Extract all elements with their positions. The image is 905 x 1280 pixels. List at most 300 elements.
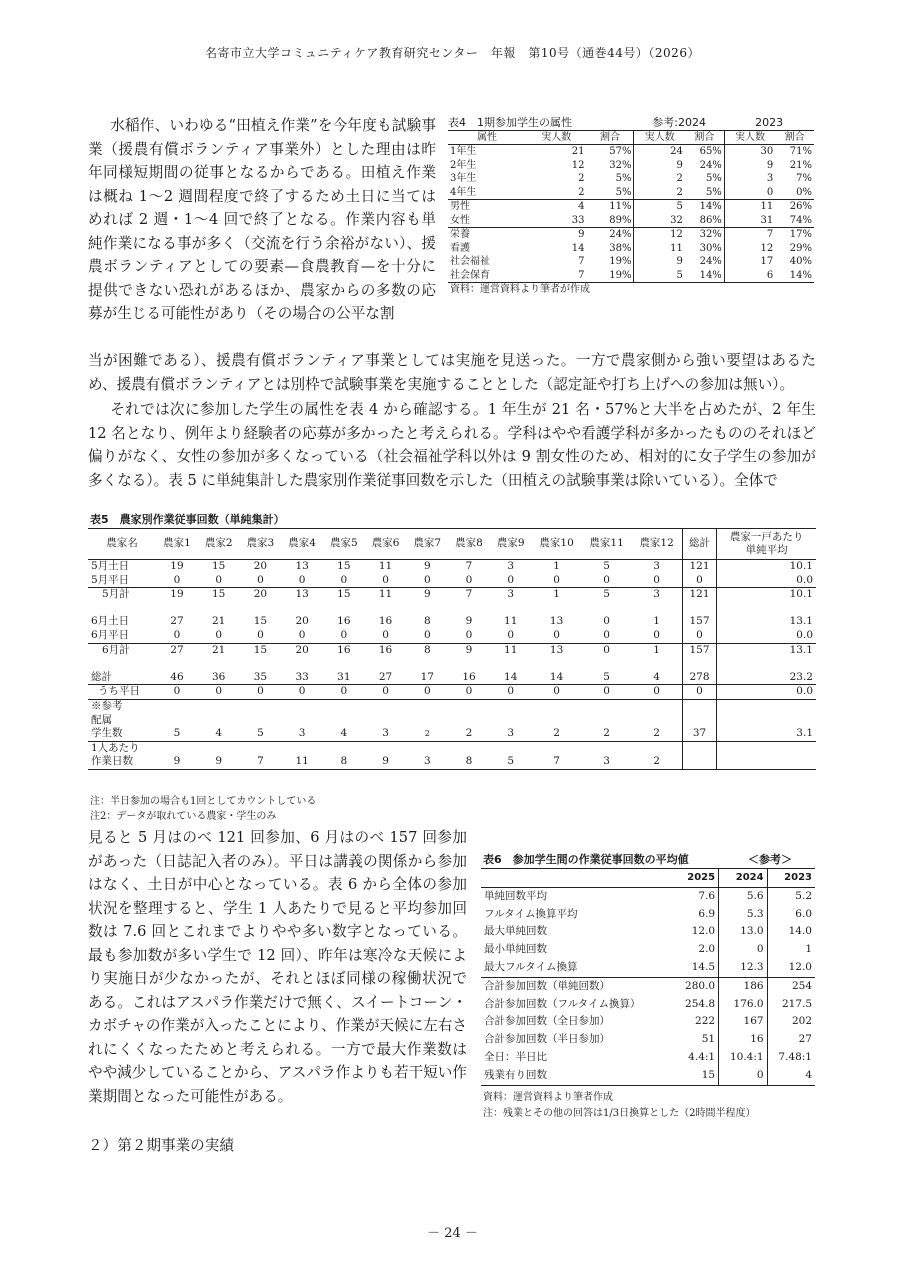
table-cell: 6 — [724, 269, 775, 283]
table-cell: 15 — [701, 1068, 716, 1081]
table-cell: 0% — [796, 186, 812, 198]
table-cell: 0 — [553, 573, 560, 586]
table-4-header-cell: 割合 — [694, 131, 715, 143]
empty-cell — [323, 699, 365, 713]
table-5-header-cell: 農家11 — [589, 537, 624, 550]
table-row — [88, 560, 816, 574]
table-cell: 13 — [549, 615, 564, 628]
table-cell: 2 — [653, 755, 660, 768]
table-cell: 5月平日 — [91, 573, 130, 586]
table-cell: 17% — [789, 229, 812, 240]
table-cell: 6月平日 — [91, 628, 130, 641]
table-cell: 14 — [504, 670, 518, 683]
table-cell: 202 — [767, 1013, 815, 1031]
empty-cell — [406, 741, 448, 755]
table-cell: 11 — [724, 200, 775, 214]
empty-cell — [198, 699, 240, 713]
table-cell: 8 — [423, 615, 431, 628]
table-cell: 14.0 — [767, 923, 815, 941]
empty-cell — [198, 714, 240, 728]
table-cell: 0 — [340, 573, 348, 586]
table-cell: 19 — [170, 560, 184, 572]
spacer — [717, 602, 816, 616]
table-cell: 6月計 — [102, 643, 130, 656]
empty-cell — [156, 741, 198, 755]
empty-cell — [240, 741, 282, 755]
table-cell: 6月土日 — [91, 615, 130, 628]
table-cell: 2 — [603, 727, 610, 740]
table-5-header-avg-line2: 単純平均 — [745, 544, 788, 556]
table-cell: 11 — [378, 588, 393, 601]
table-cell: 37 — [682, 727, 717, 741]
table-cell: 4 — [215, 727, 223, 740]
table-cell: 8 — [340, 755, 348, 768]
table-6-ref: ＜参考＞ — [748, 853, 792, 866]
table-cell: 最大フルタイム換算 — [484, 960, 578, 973]
table-cell: 27 — [170, 615, 184, 628]
table-cell: 5 — [257, 727, 264, 740]
table-cell: 13.1 — [717, 615, 816, 629]
table-cell: 16 — [378, 643, 393, 656]
table-cell: 31 — [337, 670, 351, 683]
table-cell: 3 — [724, 172, 775, 186]
empty-cell — [717, 714, 816, 728]
table-cell: 0 — [653, 685, 660, 698]
table-cell: 7 — [465, 560, 473, 572]
table-cell: 全日：半日比 — [484, 1050, 547, 1063]
paragraph-1-text: 水稲作、いわゆる“田植え作業”を今年度も試験事業（援農有償ボランティア事業外）とした理由は昨年同様短期間の従事となるからである。田植え作業は概ね 1〜2 週間程度で終了するため土日に当てはめれば 2 週・1〜4 回で終了となる。作業内容も単純作業になる事が多く（交流を行う余裕がない）、援農ボランティアとしての要素—食農教育—を十分に提供できない恐れがあるほか、農家からの多数の応募が生じる可能性があり（その場合の公平な割 — [88, 117, 436, 322]
table-cell: 32% — [609, 159, 632, 171]
table-cell: 6.9 — [698, 907, 716, 920]
table-cell: 女性 — [450, 214, 470, 226]
table-5-header-cell: 農家12 — [639, 537, 674, 550]
table-cell: 5% — [705, 173, 722, 184]
table-row — [481, 1013, 815, 1031]
table-cell: 0 — [298, 573, 306, 586]
page-header: 名寄市立大学コミュニティケア教育研究センター 年報 第10号（通巻44号）（2026） — [205, 46, 700, 60]
table-cell: 4.4:1 — [688, 1050, 716, 1063]
empty-cell — [582, 714, 632, 728]
table-cell: 5% — [705, 186, 722, 198]
table-cell: 20 — [295, 615, 309, 628]
table-cell: 0 — [382, 685, 389, 698]
table-cell: 0 — [423, 628, 431, 641]
table-4-header — [448, 130, 814, 145]
table-cell: 最小単純回数 — [484, 943, 547, 956]
table-cell: 7 — [257, 755, 264, 768]
table-cell: 51 — [701, 1033, 716, 1046]
table-cell: 5 — [603, 670, 610, 683]
table-4-header-cell: 割合 — [599, 131, 620, 143]
empty-cell — [490, 699, 532, 713]
empty-cell — [717, 699, 816, 713]
table-cell: 24% — [609, 229, 632, 240]
table-cell: 12 — [634, 228, 685, 242]
table-cell: 0 — [257, 573, 264, 586]
table-cell: 10.4:1 — [719, 1049, 767, 1067]
table-cell: 7 — [578, 269, 585, 281]
table-row — [88, 602, 816, 616]
table-cell: 24 — [634, 145, 685, 159]
table-cell: 1 — [653, 643, 660, 656]
table-cell: 栄養 — [450, 229, 470, 240]
table-cell: 0 — [603, 628, 610, 641]
table-cell: 13 — [549, 643, 564, 656]
table-cell: 合計参加回数（フルタイム換算） — [484, 997, 641, 1010]
table-cell: 12.0 — [767, 959, 815, 977]
table-cell: 15 — [253, 643, 268, 656]
table-cell: 157 — [682, 643, 717, 657]
table-cell: 3.1 — [717, 727, 816, 741]
empty-cell — [323, 714, 365, 728]
table-cell: 0 — [507, 573, 515, 586]
empty-cell — [632, 714, 683, 728]
table-cell: 9 — [634, 159, 685, 173]
table-row — [481, 1067, 815, 1085]
table-cell: 0 — [382, 628, 389, 641]
empty-cell — [448, 699, 490, 713]
table-cell: 46 — [170, 670, 184, 683]
table-cell: 0 — [465, 685, 473, 698]
table-6-year: 2023 — [767, 869, 815, 888]
table-cell: 14% — [699, 269, 722, 281]
table-cell: 9 — [465, 643, 473, 656]
table-cell: 16 — [719, 1031, 767, 1049]
spacer — [682, 657, 717, 671]
table-5-header-cell: 農家10 — [539, 537, 574, 550]
table-cell: 0 — [340, 628, 348, 641]
table-cell: 21 — [212, 643, 226, 656]
table-cell: 2 — [578, 173, 585, 184]
table-cell: 0 — [603, 573, 610, 586]
table-cell: 2 — [553, 727, 560, 740]
table-cell: 4年生 — [450, 186, 477, 198]
table-cell: 5.2 — [767, 887, 815, 905]
table-cell: 15 — [212, 588, 226, 601]
table-cell: 3 — [653, 560, 660, 572]
table-cell: 21 — [571, 146, 585, 157]
table-cell: 121 — [682, 588, 717, 602]
table-row — [448, 255, 814, 269]
table-cell: 27 — [170, 643, 184, 656]
table-cell: 157 — [682, 615, 717, 629]
table-6-note: 注：残業とその他の回答は1/3日換算とした（2時間半程度） — [483, 1108, 756, 1119]
table-cell: 1年生 — [450, 146, 477, 157]
table-6-year: 2025 — [687, 872, 716, 883]
table-cell: 0 — [173, 573, 181, 586]
table-cell: 35 — [253, 670, 268, 683]
table-cell: 5.6 — [719, 887, 767, 905]
table-cell: 5 — [634, 200, 685, 214]
table-cell: 12 — [724, 242, 775, 256]
table-cell: 186 — [719, 977, 767, 995]
table-6-source: 資料：運営資料より筆者作成 — [483, 1092, 613, 1103]
table-cell: 0 — [465, 628, 473, 641]
table-4-source: 資料：運営資料より筆者が作成 — [450, 284, 590, 295]
table-cell: うち平日 — [98, 685, 140, 698]
table-cell: 14% — [699, 201, 722, 212]
table-cell: 2年生 — [450, 159, 477, 171]
table-cell: 217.5 — [767, 996, 815, 1014]
table-row — [481, 977, 815, 995]
table-cell: 33 — [295, 670, 309, 683]
table-cell: 5 — [173, 727, 181, 740]
table-cell: 20 — [253, 560, 268, 572]
table-5-header-cell: 農家2 — [204, 537, 233, 550]
table-6-year: 2024 — [719, 869, 767, 888]
empty-cell — [682, 755, 717, 769]
empty-cell — [156, 699, 198, 713]
table-cell: 0 — [724, 186, 775, 200]
table-4-ref: 参考:2024 — [652, 116, 706, 129]
table-cell: 1 — [767, 941, 815, 959]
empty-cell — [365, 699, 407, 713]
empty-cell — [481, 869, 675, 888]
table-cell: 0 — [603, 643, 610, 656]
table-cell: 89% — [609, 214, 632, 226]
spacer — [682, 602, 717, 616]
table-4-header-cell: 実人数 — [724, 130, 775, 145]
table-cell: 0 — [257, 685, 264, 698]
paragraph-3 — [88, 398, 816, 492]
table-row — [448, 214, 814, 228]
table-row — [481, 941, 815, 959]
table-cell: 222 — [695, 1015, 716, 1028]
table-5-note-1: 注：半日参加の場合も1回としてカウントしている — [90, 796, 317, 807]
table-cell: 0 — [340, 685, 348, 698]
table-cell: 7 — [553, 755, 560, 768]
table-cell: 0 — [603, 685, 610, 698]
table-cell: 2 — [653, 727, 660, 740]
table-cell: 7% — [796, 173, 812, 184]
empty-cell — [682, 699, 717, 713]
empty-cell — [406, 714, 448, 728]
table-cell: 社会福祉 — [450, 256, 490, 267]
table-cell: 0 — [298, 685, 306, 698]
table-row — [481, 1031, 815, 1049]
table-cell: 3 — [507, 727, 515, 740]
table-cell: 9 — [465, 615, 473, 628]
table-row — [448, 145, 814, 159]
table-cell: 7 — [724, 228, 775, 242]
table-5-header-avg — [717, 529, 816, 560]
table-cell: 14.5 — [691, 960, 716, 973]
table-cell: 19 — [170, 588, 184, 601]
table-cell: 0 — [257, 628, 264, 641]
table-row — [88, 727, 816, 741]
spacer — [717, 657, 816, 671]
table-cell: 16 — [462, 670, 476, 683]
table-cell: 0 — [382, 573, 389, 586]
empty-cell — [682, 741, 717, 755]
table-cell: 13 — [295, 560, 309, 572]
table-cell: 278 — [682, 671, 717, 685]
table-row — [88, 755, 816, 769]
table-cell: 3 — [382, 727, 389, 740]
table-cell: 0 — [682, 685, 717, 700]
table-cell: 0 — [553, 685, 560, 698]
table-cell: 11 — [295, 755, 309, 768]
table-5-header-cell: 農家8 — [455, 537, 483, 550]
table-cell: 2.0 — [698, 943, 716, 956]
table-cell: 1 — [553, 560, 560, 572]
table-6-body — [481, 869, 815, 1086]
table-cell: 最大単純回数 — [484, 925, 547, 938]
table-cell: 4 — [653, 670, 660, 683]
table-cell: 0 — [173, 685, 181, 698]
table-4 — [448, 116, 814, 297]
empty-cell — [448, 714, 490, 728]
table-cell: 17 — [420, 670, 434, 683]
table-cell: 0.0 — [717, 574, 816, 588]
table-row — [88, 629, 816, 643]
table-cell: 17 — [724, 255, 775, 269]
table-cell: 8 — [465, 755, 473, 768]
table-cell: 21 — [212, 615, 226, 628]
table-cell: 32 — [634, 214, 685, 228]
table-cell: 26% — [789, 201, 812, 212]
table-cell: 0.0 — [717, 685, 816, 700]
table-5-note-2: 注2：データが取れている農家・学生のみ — [90, 811, 277, 822]
table-cell: 15 — [337, 588, 351, 601]
spacer — [88, 657, 682, 671]
empty-cell — [682, 714, 717, 728]
table-cell: 40% — [789, 256, 812, 267]
table-cell: 11 — [504, 615, 518, 628]
table-cell: 2 — [578, 186, 585, 198]
table-row — [481, 959, 815, 977]
table-cell: 16 — [337, 615, 351, 628]
table-cell: 30 — [724, 145, 775, 159]
table-cell: 0 — [653, 628, 660, 641]
table-cell: 7.48:1 — [767, 1049, 815, 1067]
table-cell: 0 — [653, 573, 660, 586]
table-cell: 0 — [215, 685, 223, 698]
table-cell: 33 — [571, 214, 585, 226]
table-cell: 15 — [212, 560, 226, 572]
table-cell: 32% — [699, 229, 722, 240]
table-5-header-cell: 農家1 — [163, 537, 191, 550]
table-cell: 13.1 — [717, 643, 816, 657]
table-cell: 0 — [215, 573, 223, 586]
empty-cell — [323, 741, 365, 755]
table-cell: 0 — [719, 941, 767, 959]
table-cell: 0 — [603, 615, 610, 628]
table-cell: 30% — [699, 242, 722, 254]
table-cell: 27 — [378, 670, 393, 683]
table-cell: 12.3 — [719, 959, 767, 977]
table-cell: 5.3 — [719, 906, 767, 924]
empty-cell — [632, 699, 683, 713]
table-4-header-cell: 属性 — [477, 131, 498, 143]
table-5-caption: 表5 農家別作業従事回数（単純集計） — [90, 513, 285, 526]
table-5-header-cell: 農家3 — [246, 537, 275, 550]
table-cell: 2 — [465, 727, 473, 740]
table-cell: 3 — [653, 588, 660, 601]
empty-cell — [365, 741, 407, 755]
table-cell: 0 — [173, 628, 181, 641]
table-row — [448, 172, 814, 186]
page-number: － 24 － — [427, 1226, 478, 1241]
table-cell: 10.1 — [717, 560, 816, 574]
reference-label: ※参考 — [91, 699, 123, 712]
table-cell: 57% — [609, 146, 632, 157]
table-cell: 27 — [767, 1031, 815, 1049]
table-cell: フルタイム換算平均 — [484, 907, 578, 920]
empty-cell — [281, 699, 323, 713]
empty-cell — [532, 699, 582, 713]
table-cell: 3 — [507, 588, 515, 601]
table-cell: 9 — [578, 229, 585, 240]
table-cell: 5% — [615, 186, 632, 198]
paragraph-2: 当が困難である）、援農有償ボランティア事業としては実施を見送った。一方で農家側から強い要望はあるため、援農有償ボランティアとは別枠で試験事業を実施することとした（認定証や打ち上げへの参加は無い）。 — [88, 352, 816, 393]
table-cell: 13.0 — [719, 923, 767, 941]
table-cell: 13 — [295, 588, 309, 601]
table-cell: 看護 — [450, 242, 470, 254]
table-cell: 38% — [609, 242, 632, 254]
table-row — [481, 906, 815, 924]
table-cell: 0.0 — [717, 629, 816, 643]
table-cell: 9 — [423, 560, 431, 572]
table-cell: 10.1 — [717, 588, 816, 602]
table-cell: 12.0 — [691, 925, 716, 938]
table-cell: 0 — [298, 628, 306, 641]
table-cell: 15 — [337, 560, 351, 572]
table-row — [481, 996, 815, 1014]
table-cell: 280.0 — [685, 979, 716, 992]
table-6-caption: 表6 参加学生間の作業従事回数の平均値 — [483, 853, 689, 866]
table-cell: 2 — [634, 172, 685, 186]
table-cell: 5 — [507, 755, 515, 768]
table-row — [88, 671, 816, 685]
table-row — [448, 186, 814, 200]
table-row — [88, 685, 816, 700]
table-cell: 11 — [378, 560, 393, 572]
table-row — [88, 657, 816, 671]
empty-cell — [490, 741, 532, 755]
table-cell: 3 — [423, 755, 431, 768]
table-cell: 86% — [699, 214, 722, 226]
table-5-header-cell: 総計 — [682, 529, 717, 560]
table-cell: 5 — [634, 269, 685, 283]
table-row — [448, 269, 814, 283]
table-cell: 8 — [423, 643, 431, 656]
table-cell: 14 — [549, 670, 564, 683]
empty-cell — [240, 699, 282, 713]
table-cell: 総計 — [91, 670, 112, 683]
table-4-caption: 表4 1期参加学生の属性 — [448, 116, 572, 129]
table-5-header-cell: 農家6 — [371, 537, 400, 550]
empty-cell — [240, 714, 282, 728]
table-cell: 74% — [789, 214, 812, 226]
paragraph-4: 見ると 5 月はのべ 121 回参加、6 月はのべ 157 回参加があった（日誌記入者のみ）。平日は講義の関係から参加はなく、土日が中心となっている。表 6 から全体の参加状況を整理すると、学生 1 人あたりで見ると平均参加回数は 7.6 回とこれまでよりやや多い数字となっている。最も参加数が多い学生で 12 回）、昨年は寒冷な天候により実施日が少なかったが、それとほぼ同様の稼働状況である。これはアスパラ作業だけで無く、スイートコーン・カボチャの作業が入ったことにより、作業が天候に左右されにくくなったためと考えられる。一方で最大作業数はやや減少していることから、アスパラ作よりも若干短い作業期間となった可能性がある。 — [88, 829, 468, 1105]
table-cell: 71% — [789, 146, 812, 157]
table-cell: 11 — [504, 643, 518, 656]
table-cell: 0 — [423, 685, 431, 698]
table-cell: 男性 — [450, 201, 470, 212]
table-5-header-avg-line1: 農家一戸あたり — [729, 531, 804, 543]
table-cell: 254.8 — [685, 997, 716, 1010]
table-row — [88, 643, 816, 657]
table-row — [88, 741, 816, 755]
table-cell: 14% — [789, 269, 812, 281]
table-cell: 0 — [465, 573, 473, 586]
table-row — [448, 200, 814, 214]
table-row — [88, 699, 816, 713]
empty-cell — [532, 741, 582, 755]
table-4-body — [448, 145, 814, 283]
table-5-header-cell: 農家9 — [496, 537, 525, 550]
